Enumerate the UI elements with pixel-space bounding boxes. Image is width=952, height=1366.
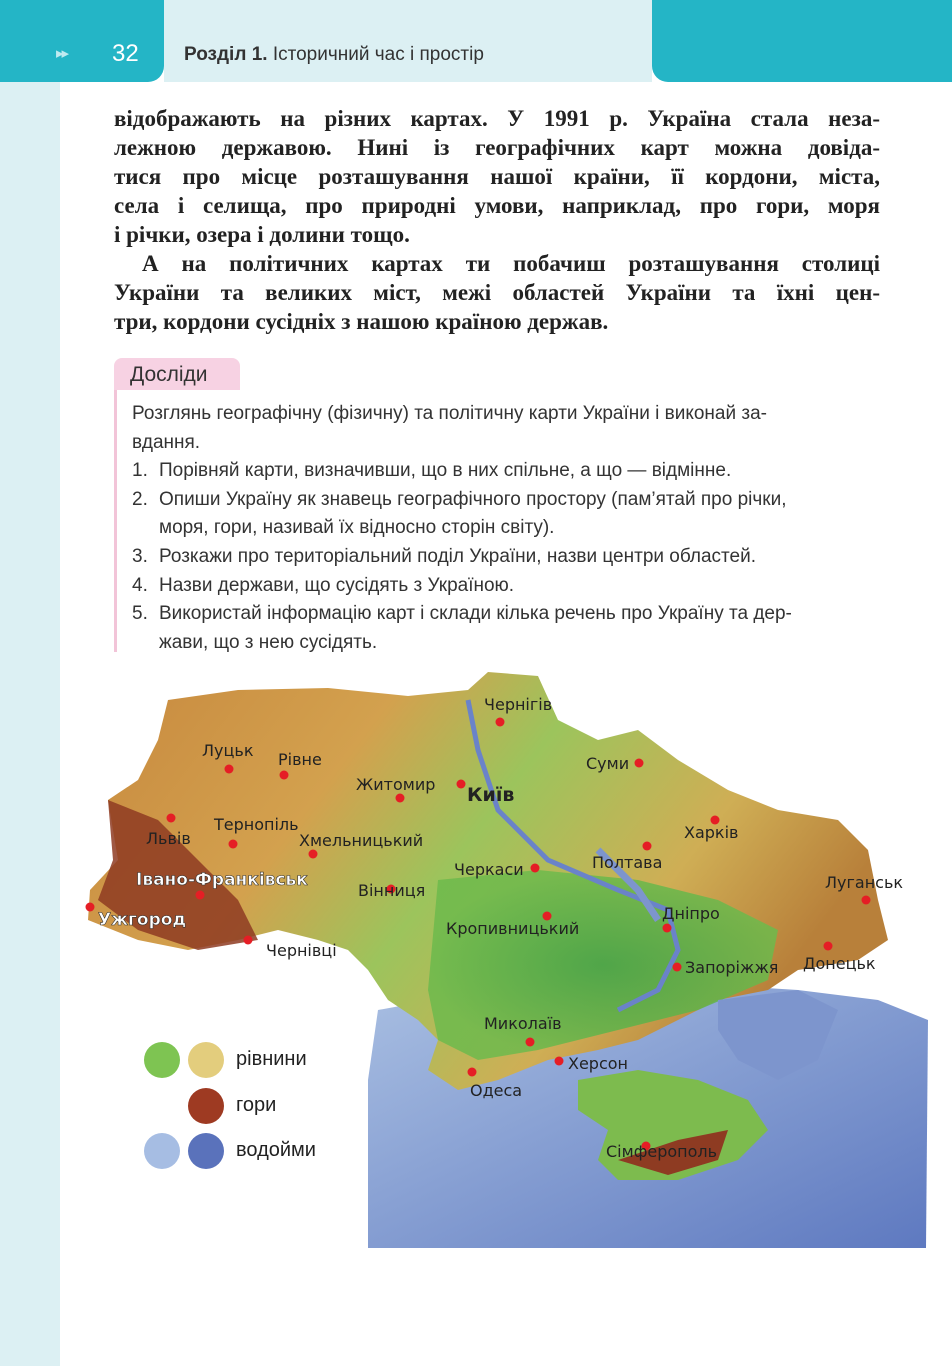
text-line: лежною державою. Нині із географічних карт можна довіда- xyxy=(114,135,880,160)
task-text: Розкажи про територіальний поділ України, назви центри областей. xyxy=(159,545,756,567)
legend-swatch-plain-green xyxy=(144,1042,180,1078)
text-line: села і селища, про природні умови, наприклад, про гори, моря xyxy=(114,193,880,218)
city-label: Луганськ xyxy=(825,873,904,892)
legend-swatch-mountains xyxy=(188,1088,224,1124)
city-dot xyxy=(225,765,234,774)
text-line: А на політичних картах ти побачиш розташування столиці xyxy=(142,251,880,276)
explore-intro: вдання. xyxy=(132,431,201,453)
section-title xyxy=(184,44,484,66)
city-dot xyxy=(496,718,505,727)
explore-intro: Розглянь географічну (фізичну) та політичну карти України і виконай за- xyxy=(132,403,767,424)
city-dot xyxy=(643,842,652,851)
section-number: Розділ 1. xyxy=(184,44,268,65)
city-dot xyxy=(86,903,95,912)
task-text: Використай інформацію карт і склади кілька речень про Україну та дер- xyxy=(159,603,792,625)
city-label: Рівне xyxy=(278,750,322,769)
task-text: Порівняй карти, визначивши, що в них спільне, а що — відмінне. xyxy=(159,460,732,482)
city-dot xyxy=(196,891,205,900)
task-item xyxy=(132,543,880,572)
city-label: Чернівці xyxy=(266,941,337,960)
city-dot xyxy=(531,864,540,873)
legend-label-water: водойми xyxy=(236,1139,316,1161)
text-line: відображають на різних картах. У 1991 р. Україна стала неза- xyxy=(114,106,880,131)
city-dot xyxy=(635,759,644,768)
task-text-cont: моря, гори, називай їх відносно сторін світу). xyxy=(159,517,555,539)
text-line: і річки, озера і долини тощо. xyxy=(114,222,410,247)
paragraph-1 xyxy=(114,104,880,249)
city-label: Івано-Франківськ xyxy=(136,870,308,890)
city-label: Вінниця xyxy=(358,881,426,900)
city-label: Суми xyxy=(586,754,630,773)
city-label: Луцьк xyxy=(202,741,254,760)
legend-label-mountains: гори xyxy=(236,1094,277,1116)
city-label: Донецьк xyxy=(803,954,876,973)
city-dot xyxy=(468,1068,477,1077)
legend-swatch-plain-yellow xyxy=(188,1042,224,1078)
task-text: Назви держави, що сусідять з Україною. xyxy=(159,574,515,596)
city-label: Миколаїв xyxy=(484,1014,562,1033)
city-label: Херсон xyxy=(568,1054,629,1073)
task-number: 5. xyxy=(132,603,148,625)
task-item xyxy=(132,600,880,629)
header-page-tab xyxy=(0,0,164,82)
legend-swatch-water-dark xyxy=(188,1133,224,1169)
task-item xyxy=(132,486,880,515)
city-dot xyxy=(244,936,253,945)
text-line: три, кордони сусідніх з нашою країною держав. xyxy=(114,309,609,334)
left-margin-band xyxy=(0,0,60,1366)
city-label: Полтава xyxy=(592,853,663,872)
header-bar xyxy=(164,0,652,82)
city-label: Хмельницький xyxy=(299,831,424,850)
map-legend xyxy=(144,1040,364,1180)
city-label: Чернігів xyxy=(484,695,553,714)
city-dot xyxy=(663,924,672,933)
city-label: Тернопіль xyxy=(214,815,299,834)
text-line: України та великих міст, межі областей України та їхні цен- xyxy=(114,280,880,305)
page-number: 32 xyxy=(112,40,139,67)
header-right-tab xyxy=(652,0,952,82)
task-number: 4. xyxy=(132,574,148,596)
explore-border xyxy=(114,390,117,652)
city-dot xyxy=(396,794,405,803)
city-dot xyxy=(526,1038,535,1047)
explore-box xyxy=(132,400,880,657)
city-label: Дніпро xyxy=(662,904,720,923)
task-number: 2. xyxy=(132,488,148,510)
city-label: Львів xyxy=(146,829,191,848)
legend-label-plains: рівнини xyxy=(236,1048,307,1070)
legend-swatch-water-light xyxy=(144,1133,180,1169)
double-arrow-icon: ▸▸ xyxy=(56,45,68,62)
task-text-cont: жави, що з нею сусідять. xyxy=(159,631,378,653)
task-number: 1. xyxy=(132,460,148,482)
explore-heading: Досліди xyxy=(114,358,240,390)
city-dot xyxy=(280,771,289,780)
city-label: Одеса xyxy=(470,1081,523,1100)
capital-label: Київ xyxy=(467,784,515,806)
city-label: Харків xyxy=(684,823,739,842)
city-label: Запоріжжя xyxy=(685,958,779,977)
city-label: Сімферополь xyxy=(606,1142,718,1161)
section-name: Історичний час і простір xyxy=(267,44,484,65)
task-number: 3. xyxy=(132,545,148,567)
city-dot xyxy=(167,814,176,823)
city-dot xyxy=(555,1057,564,1066)
paragraph-2 xyxy=(114,249,880,336)
city-label: Черкаси xyxy=(454,860,524,879)
city-dot xyxy=(862,896,871,905)
city-dot xyxy=(824,942,833,951)
city-label: Ужгород xyxy=(98,910,187,930)
city-dot xyxy=(673,963,682,972)
city-dot xyxy=(229,840,238,849)
task-item xyxy=(132,457,880,486)
city-dot xyxy=(457,780,466,789)
task-text: Опиши Україну як знавець географічного простору (пам’ятай про річки, xyxy=(159,488,787,510)
text-line: тися про місце розташування нашої країни, її кордони, міста, xyxy=(114,164,880,189)
city-label: Кропивницький xyxy=(446,919,580,938)
city-dot xyxy=(309,850,318,859)
city-label: Житомир xyxy=(356,775,436,794)
task-item xyxy=(132,572,880,601)
